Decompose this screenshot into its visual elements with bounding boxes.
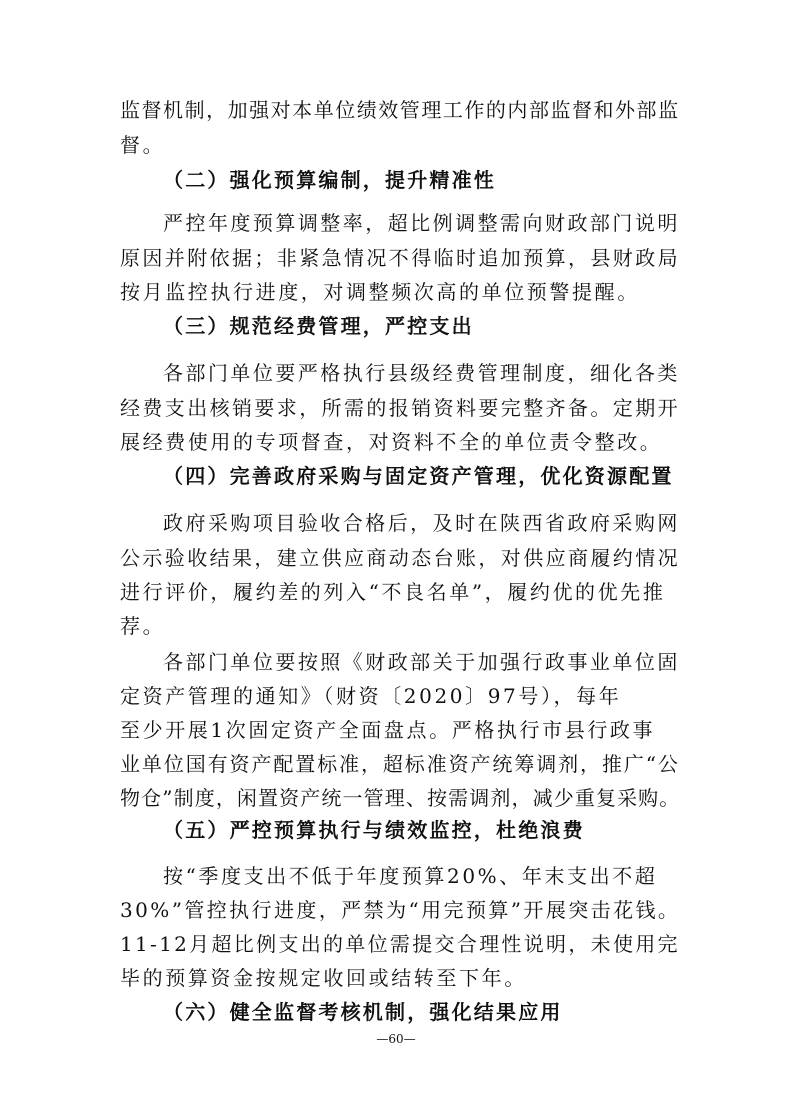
body-text-line: 严控年度预算调整率，超比例调整需向财政部门说明 — [163, 211, 680, 235]
body-text-line: 毕的预算资金按规定收回或结转至下年。 — [120, 966, 527, 990]
body-text-line: 物仓”制度，闲置资产统一管理、按需调剂，减少重复采购。 — [120, 786, 681, 810]
body-text-line: 公示验收结果，建立供应商动态台账，对供应商履约情况 — [120, 546, 680, 570]
body-text-line: 督。 — [120, 133, 166, 157]
section-heading: （三）规范经费管理，严控支出 — [163, 314, 474, 338]
body-text-line: 按月监控执行进度，对调整频次高的单位预警提醒。 — [120, 280, 640, 304]
body-text-line: 展经费使用的专项督查，对资料不全的单位责令整改。 — [120, 430, 663, 454]
body-text-line: 至少开展1次固定资产全面盘点。严格执行市县行政事 — [120, 718, 656, 742]
page-number: —60— — [376, 1032, 416, 1046]
section-heading: （六）健全监督考核机制，强化结果应用 — [163, 1000, 563, 1024]
body-text-line: 11-12月超比例支出的单位需提交合理性说明，未使用完 — [120, 932, 680, 956]
body-text-line: 经费支出核销要求，所需的报销资料要完整齐备。定期开 — [120, 396, 680, 420]
body-text-line: 按“季度支出不低于年度预算20%、年末支出不超 — [163, 864, 658, 888]
body-text-line: 各部门单位要严格执行县级经费管理制度，细化各类 — [163, 361, 680, 385]
section-heading: （五）严控预算执行与绩效监控，杜绝浪费 — [163, 818, 585, 842]
body-text-line: 政府采购项目验收合格后，及时在陕西省政府采购网 — [163, 511, 680, 535]
body-text-line: 荐。 — [120, 614, 166, 638]
section-heading: （二）强化预算编制，提升精准性 — [163, 168, 496, 192]
body-text-line: 30%”管控执行进度，严禁为“用完预算”开展突击花钱。 — [120, 898, 681, 922]
body-text-line: 业单位国有资产配置标准，超标准资产统筹调剂，推广“公 — [120, 752, 680, 776]
body-text-line: 定资产管理的通知》（财资〔2020〕97号），每年 — [120, 684, 622, 708]
body-text-line: 进行评价，履约差的列入“不良名单”，履约优的优先推 — [120, 580, 666, 604]
body-text-line: 各部门单位要按照《财政部关于加强行政事业单位固 — [163, 650, 680, 674]
section-heading: （四）完善政府采购与固定资产管理，优化资源配置 — [163, 464, 674, 488]
body-text-line: 监督机制，加强对本单位绩效管理工作的内部监督和外部监 — [120, 98, 680, 122]
body-text-line: 原因并附依据；非紧急情况不得临时追加预算，县财政局 — [120, 246, 680, 270]
